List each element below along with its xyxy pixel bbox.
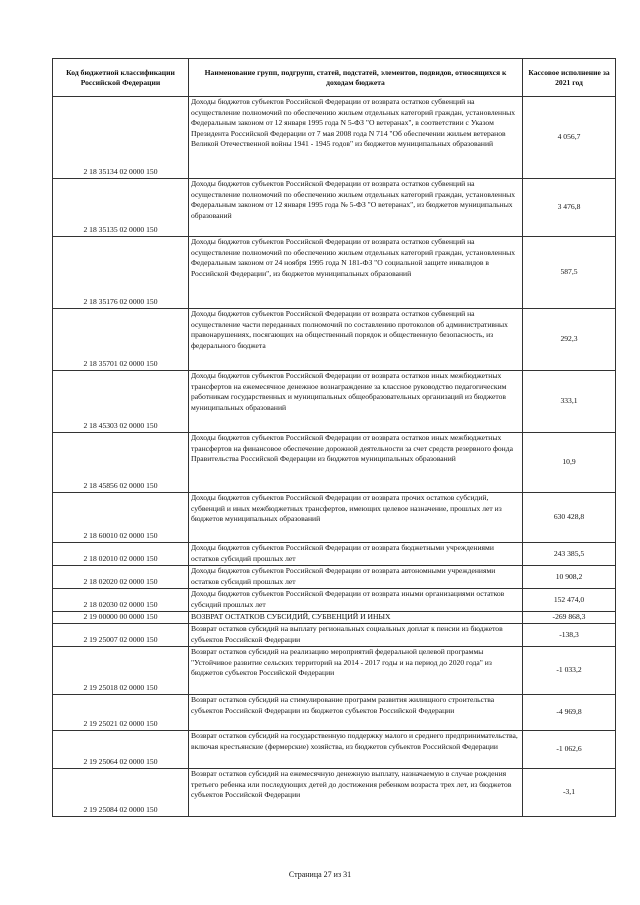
table-row — [53, 371, 616, 433]
row-name-text: Возврат остатков субсидий на государственную поддержку малого и среднего предпринимательства, включая крестьянские (фермерские) хозяйства, из бюджетов субъектов Российской Федерации — [191, 731, 518, 751]
table-row — [53, 433, 616, 493]
row-code: 2 18 45303 02 0000 150 — [53, 371, 189, 433]
table-row — [53, 769, 616, 817]
row-name-text: ВОЗВРАТ ОСТАТКОВ СУБСИДИЙ, СУБВЕНЦИЙ И ИНЫХ — [191, 612, 391, 621]
row-name-text: Доходы бюджетов субъектов Российской Федерации от возврата иными организациями остатков субсидий прошлых лет — [191, 589, 505, 609]
table-row — [53, 237, 616, 309]
row-name — [189, 731, 523, 769]
table-row — [53, 309, 616, 371]
page-number: Страница 27 из 31 — [288, 870, 352, 879]
row-code: 2 18 35701 02 0000 150 — [53, 309, 189, 371]
table-row — [53, 493, 616, 543]
row-name-text: Возврат остатков субсидий на реализацию мероприятий федеральной целевой программы "Устойчивое развитие сельских территорий на 2014 - 2017 годы и на период до 2020 года" из бюджетов субъектов Российской Федерации — [191, 647, 492, 678]
row-name-text: Возврат остатков субсидий на выплату региональных социальных доплат к пенсии из бюджетов субъектов Российской Федерации — [191, 624, 503, 644]
table-row — [53, 179, 616, 237]
row-name — [189, 769, 523, 817]
row-code: 2 18 02020 02 0000 150 — [53, 566, 189, 589]
row-name — [189, 612, 523, 624]
row-name-text: Доходы бюджетов субъектов Российской Федерации от возврата остатков иных межбюджетных трансфертов на ежемесячное денежное вознаграждение за классное руководство педагогическим работникам государственных и муниципальных общеобразовательных организаций из бюджетов муниципальных образований — [191, 371, 507, 412]
row-code: 2 18 02030 02 0000 150 — [53, 589, 189, 612]
row-code: 2 18 45856 02 0000 150 — [53, 433, 189, 493]
header-code: Код бюджетной классификации Российской Федерации — [53, 59, 189, 97]
row-amount: 10 908,2 — [523, 566, 616, 589]
row-name — [189, 179, 523, 237]
row-amount: 292,3 — [523, 309, 616, 371]
row-name — [189, 97, 523, 179]
header-name: Наименование групп, подгрупп, статей, подстатей, элементов, подвидов, относящихся к доходам бюджета — [189, 59, 523, 97]
row-code: 2 19 25021 02 0000 150 — [53, 695, 189, 731]
row-name — [189, 589, 523, 612]
row-amount: -3,1 — [523, 769, 616, 817]
table-row — [53, 543, 616, 566]
row-amount: 3 476,8 — [523, 179, 616, 237]
row-name-text: Доходы бюджетов субъектов Российской Федерации от возврата автономными учреждениями остатков субсидий прошлых лет — [191, 566, 496, 586]
row-amount: -4 969,8 — [523, 695, 616, 731]
budget-table — [52, 58, 616, 817]
row-name-text: Доходы бюджетов субъектов Российской Федерации от возврата остатков субвенций на осуществление полномочий по обеспечению жильем отдельных категорий граждан, установленных Федеральным законом от 12 января 1995 года № 5-ФЗ "О ветеранах", из бюджетов муниципальных образований — [191, 179, 516, 220]
row-name-text: Доходы бюджетов субъектов Российской Федерации от возврата остатков иных межбюджетных трансфертов на финансовое обеспечение дорожной деятельности за счет средств резервного фонда Правительства Российской Федерации из бюджетов муниципальных образований — [191, 433, 513, 464]
row-amount: -138,3 — [523, 624, 616, 647]
row-amount: -1 062,6 — [523, 731, 616, 769]
row-name — [189, 371, 523, 433]
row-name-text: Доходы бюджетов субъектов Российской Федерации от возврата остатков субвенций на осуществление полномочий по обеспечению жильем отдельных категорий граждан, установленных Федеральным законом от 12 января 1995 года N 5-ФЗ "О ветеранах", в соответствии с Указом Президента Российской Федерации от 7 мая 2008 года N 714 "Об обеспечении жильем ветеранов Великой Отечественной войны 1941 - 1945 годов" из бюджетов муниципальных образований — [191, 97, 516, 149]
row-name — [189, 237, 523, 309]
row-amount: 152 474,0 — [523, 589, 616, 612]
row-name — [189, 543, 523, 566]
row-name — [189, 309, 523, 371]
table-row — [53, 97, 616, 179]
row-code: 2 19 25007 02 0000 150 — [53, 624, 189, 647]
row-code: 2 18 60010 02 0000 150 — [53, 493, 189, 543]
row-code: 2 19 00000 00 0000 150 — [53, 612, 189, 624]
row-code: 2 19 25064 02 0000 150 — [53, 731, 189, 769]
row-amount: 243 385,5 — [523, 543, 616, 566]
table-row — [53, 612, 616, 624]
header-amount: Кассовое исполнение за 2021 год — [523, 59, 616, 97]
table-row — [53, 695, 616, 731]
row-code: 2 18 35134 02 0000 150 — [53, 97, 189, 179]
table-header-row — [53, 59, 616, 97]
row-name — [189, 624, 523, 647]
row-code: 2 18 02010 02 0000 150 — [53, 543, 189, 566]
row-amount: 630 428,8 — [523, 493, 616, 543]
row-name — [189, 493, 523, 543]
row-name — [189, 566, 523, 589]
row-name-text: Доходы бюджетов субъектов Российской Федерации от возврата прочих остатков субсидий, субвенций и иных межбюджетных трансфертов, имеющих целевое назначение, прошлых лет из бюджетов муниципальных образований — [191, 493, 502, 524]
row-name — [189, 433, 523, 493]
row-name — [189, 647, 523, 695]
row-code: 2 19 25018 02 0000 150 — [53, 647, 189, 695]
table-row — [53, 647, 616, 695]
row-code: 2 19 25084 02 0000 150 — [53, 769, 189, 817]
row-name — [189, 695, 523, 731]
table-row — [53, 566, 616, 589]
row-name-text: Возврат остатков субсидий на стимулирование программ развития жилищного строительства субъектов Российской Федерации из бюджетов субъектов Российской Федерации — [191, 695, 495, 715]
row-amount: 587,5 — [523, 237, 616, 309]
row-name-text: Возврат остатков субсидий на ежемесячную денежную выплату, назначаемую в случае рождения третьего ребенка или последующих детей до достижения ребенком возраста трех лет, из бюджетов субъектов Российской Федерации — [191, 769, 512, 800]
row-name-text: Доходы бюджетов субъектов Российской Федерации от возврата остатков субвенций на осуществление полномочий по обеспечению жильем отдельных категорий граждан, установленных Федеральным законом от 24 ноября 1995 года N 181-ФЗ "О социальной защите инвалидов в Российской Федерации", из бюджетов муниципальных образований — [191, 237, 516, 278]
row-name-text: Доходы бюджетов субъектов Российской Федерации от возврата бюджетными учреждениями остатков субсидий прошлых лет — [191, 543, 494, 563]
row-name-text: Доходы бюджетов субъектов Российской Федерации от возврата остатков субвенций на осуществление части переданных полномочий по составлению протоколов об административных правонарушениях, посягающих на общественный порядок и общественную безопасность, из федерального бюджета — [191, 309, 508, 350]
row-amount: -1 033,2 — [523, 647, 616, 695]
row-code: 2 18 35176 02 0000 150 — [53, 237, 189, 309]
row-amount: 10,9 — [523, 433, 616, 493]
table-row — [53, 624, 616, 647]
table-row — [53, 731, 616, 769]
table-row — [53, 589, 616, 612]
row-amount: -269 868,3 — [523, 612, 616, 624]
row-code: 2 18 35135 02 0000 150 — [53, 179, 189, 237]
row-amount: 4 056,7 — [523, 97, 616, 179]
row-amount: 333,1 — [523, 371, 616, 433]
